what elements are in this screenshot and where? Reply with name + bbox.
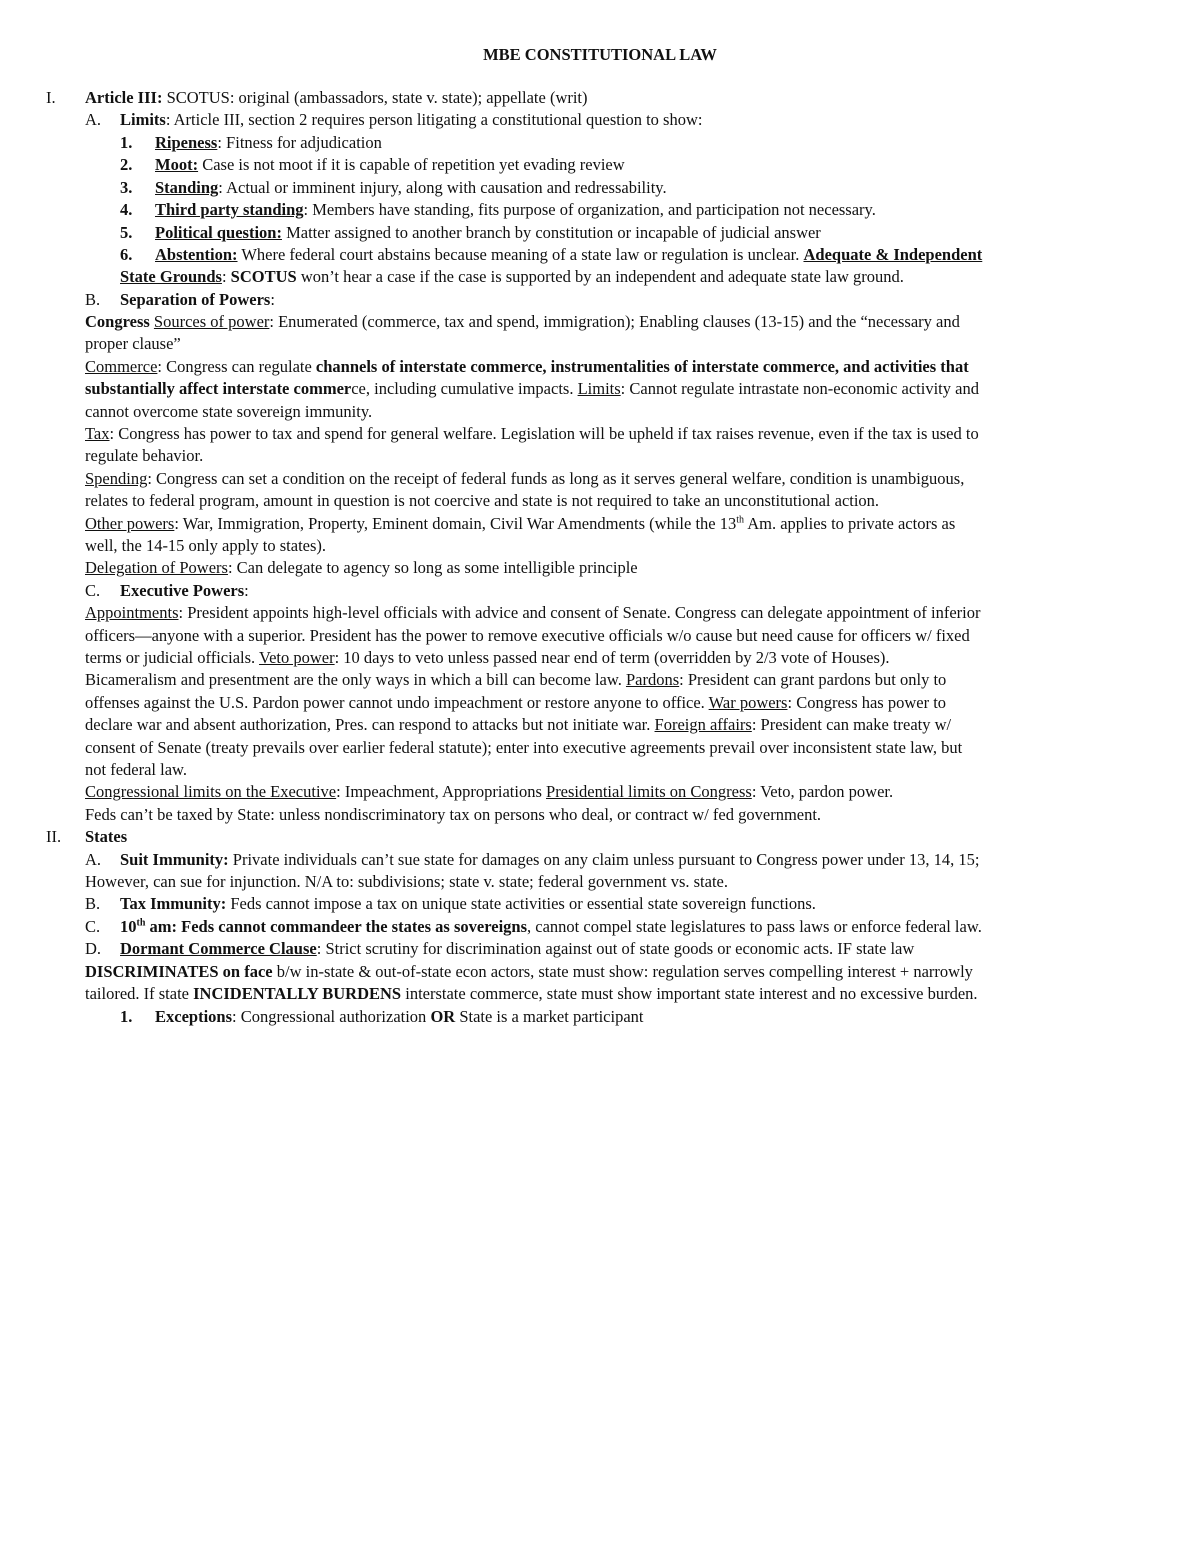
subsection-line: [120, 938, 914, 960]
paragraph-line: [85, 692, 946, 714]
item-text: : Fitness for adjudication: [217, 133, 382, 152]
paragraph-text: : War, Immigration, Property, Eminent domain, Civil War Amendments (while the 13: [174, 514, 737, 533]
paragraph-term: Delegation of Powers: [85, 558, 228, 577]
section-heading: States: [85, 827, 128, 846]
subsection-letter: C.: [85, 917, 101, 936]
paragraph-line: [85, 669, 946, 691]
section-number: I.: [46, 88, 56, 107]
item-text: Where federal court abstains because meaning of a state law or regulation is unclear.: [237, 245, 804, 264]
item-text: won’t hear a case if the case is supported by an independent and adequate state law ground.: [296, 267, 904, 286]
subsection-text: :: [270, 290, 275, 309]
subsection-line: [120, 289, 275, 311]
item-heading: Third party standing: [155, 200, 304, 219]
item-heading: Exceptions: [155, 1007, 233, 1026]
subsection-heading: Separation of Powers: [120, 290, 271, 309]
paragraph-line: cannot overcome state sovereign immunity.: [85, 402, 373, 421]
paragraph-emphasis: Congress: [85, 312, 150, 331]
paragraph-line: consent of Senate (treaty prevails over earlier federal statute); enter into executive agreements prevail over inconsistent state law, but: [85, 738, 963, 757]
subsection-letter: A.: [85, 110, 102, 129]
paragraph-line: Feds can’t be taxed by State: unless nondiscriminatory tax on persons who deal, or contract w/ fed government.: [85, 805, 822, 824]
paragraph-line: [85, 961, 973, 983]
item-number: 6.: [120, 245, 133, 264]
item-heading: Adequate & Independent: [803, 245, 983, 264]
subsection-text: Feds cannot impose a tax on unique state activities or essential state sovereign functions.: [226, 894, 816, 913]
paragraph-line: [85, 602, 981, 624]
paragraph-line: [85, 983, 978, 1005]
paragraph-term: Spending: [85, 469, 148, 488]
paragraph-line: [85, 423, 979, 445]
list-item-continuation: [120, 266, 904, 288]
item-heading: Standing: [155, 178, 219, 197]
subsection-text: : Article III, section 2 requires person litigating a constitutional question to show:: [165, 110, 703, 129]
subsection-text: , cannot compel state legislatures to pass laws or enforce federal law.: [527, 917, 982, 936]
paragraph-term: Presidential limits on Congress: [546, 782, 752, 801]
paragraph-line: [85, 781, 893, 803]
paragraph-line: However, can sue for injunction. N/A to: subdivisions; state v. state; federal government vs. state.: [85, 872, 729, 891]
paragraph-text: : Congress can regulate: [157, 357, 316, 376]
paragraph-line: [85, 557, 638, 579]
section-heading: Article III:: [85, 88, 163, 107]
paragraph-term: Other powers: [85, 514, 175, 533]
subsection-letter: C.: [85, 581, 101, 600]
subsection-line: [120, 580, 249, 602]
item-number: 1.: [120, 133, 133, 152]
list-item: [155, 154, 625, 176]
list-item: [155, 222, 821, 244]
paragraph-line: [85, 468, 964, 490]
paragraph-line: [85, 356, 969, 378]
paragraph-text: Bicameralism and presentment are the only ways in which a bill can become law.: [85, 670, 626, 689]
paragraph-text: : Congress can set a condition on the receipt of federal funds as long as it serves general welfare, condition is unambiguous,: [147, 469, 965, 488]
paragraph-line: [85, 378, 979, 400]
paragraph-text: : Congress has power to tax and spend for general welfare. Legislation will be upheld if tax raises revenue, even if the tax is used to: [109, 424, 979, 443]
paragraph-line: [85, 647, 890, 669]
paragraph-line: proper clause”: [85, 334, 181, 353]
paragraph-term: Pardons: [625, 670, 680, 689]
paragraph-text: Am. applies to private actors as: [744, 514, 956, 533]
paragraph-term: Commerce: [85, 357, 158, 376]
paragraph-text: : Veto, pardon power.: [751, 782, 894, 801]
subsection-heading: Dormant Commerce Clause: [120, 939, 317, 958]
subsection-line: [120, 916, 982, 938]
paragraph-line: [85, 714, 951, 736]
paragraph-text: : Cannot regulate intrastate non-economic activity and: [620, 379, 979, 398]
item-number: 1.: [120, 1007, 133, 1026]
list-item: [155, 177, 667, 199]
paragraph-text: offenses against the U.S. Pardon power cannot undo impeachment or restore anyone to office.: [85, 693, 709, 712]
paragraph-line: well, the 14-15 only apply to states).: [85, 536, 327, 555]
list-item: [155, 1006, 644, 1028]
paragraph-line: [85, 513, 955, 535]
paragraph-text: : Enumerated (commerce, tax and spend, immigration); Enabling clauses (13-15) and the “necessary and: [269, 312, 960, 331]
paragraph-text: interstate commerce, state must show important state interest and no excessive burden.: [401, 984, 978, 1003]
section-heading-line: [85, 87, 588, 109]
subsection-line: [120, 893, 816, 915]
subsection-heading: Tax Immunity:: [120, 894, 227, 913]
item-heading: Moot:: [155, 155, 199, 174]
item-text: :: [221, 267, 231, 286]
superscript: th: [736, 514, 745, 526]
paragraph-line: officers—anyone with a superior. President has the power to remove executive officials w/o cause but need cause for officers w/ fixed: [85, 626, 970, 645]
paragraph-term: Veto power: [258, 648, 335, 667]
item-text: Case is not moot if it is capable of repetition yet evading review: [198, 155, 625, 174]
subsection-heading: Limits: [120, 110, 166, 129]
subsection-text: Private individuals can’t sue state for damages on any claim unless pursuant to Congress power under 13, 14, 15;: [228, 850, 980, 869]
subsection-text: :: [244, 581, 249, 600]
list-item: [155, 132, 382, 154]
paragraph-text: tailored. If state: [85, 984, 194, 1003]
item-heading: Ripeness: [155, 133, 218, 152]
paragraph-term: Foreign affairs: [654, 715, 752, 734]
item-text: Matter assigned to another branch by constitution or incapable of judicial answer: [281, 223, 821, 242]
paragraph-emphasis: substantially affect interstate commer: [85, 379, 352, 398]
item-number: 5.: [120, 223, 133, 242]
item-text: : Members have standing, fits purpose of organization, and participation not necessary.: [303, 200, 876, 219]
paragraph-text: : President can grant pardons but only to: [679, 670, 947, 689]
paragraph-text: : Congress has power to: [787, 693, 947, 712]
paragraph-text: : Impeachment, Appropriations: [336, 782, 547, 801]
paragraph-text: b/w in-state & out-of-state econ actors, state must show: regulation serves compelling interest + narrowly: [272, 962, 973, 981]
superscript: th: [136, 917, 146, 929]
section-text: SCOTUS: original (ambassadors, state v. state); appellate (writ): [162, 88, 588, 107]
paragraph-emphasis: INCIDENTALLY BURDENS: [193, 984, 402, 1003]
paragraph-emphasis: DISCRIMINATES on face: [85, 962, 273, 981]
paragraph-line: not federal law.: [85, 760, 188, 779]
paragraph-line: [85, 311, 960, 333]
subsection-heading: am: Feds cannot commandeer the states as sovereigns: [145, 917, 528, 936]
subsection-line: [120, 849, 979, 871]
item-emphasis: SCOTUS: [230, 267, 297, 286]
subsection-text: : Strict scrutiny for discrimination against out of state goods or economic acts. IF state law: [316, 939, 915, 958]
subsection-heading: Suit Immunity:: [120, 850, 229, 869]
subsection-letter: D.: [85, 939, 102, 958]
paragraph-term: Appointments: [85, 603, 179, 622]
item-number: 3.: [120, 178, 133, 197]
subsection-heading: 10: [120, 917, 137, 936]
item-heading: Political question:: [155, 223, 282, 242]
paragraph-term: Limits: [577, 379, 621, 398]
item-text: State is a market participant: [455, 1007, 644, 1026]
list-item: [155, 199, 876, 221]
paragraph-text: : 10 days to veto unless passed near end of term (overridden by 2/3 vote of Houses).: [334, 648, 890, 667]
subsection-heading: Executive Powers: [120, 581, 245, 600]
item-emphasis: OR: [430, 1007, 456, 1026]
paragraph-text: : President appoints high-level officials with advice and consent of Senate. Congress can delegate appointment of inferior: [178, 603, 981, 622]
subsection-letter: B.: [85, 894, 101, 913]
section-number: II.: [46, 827, 62, 846]
page-title: MBE CONSTITUTIONAL LAW: [483, 45, 717, 64]
item-text: : Actual or imminent injury, along with causation and redressability.: [218, 178, 667, 197]
paragraph-term: Congressional limits on the Executive: [85, 782, 337, 801]
paragraph-text: ce, including cumulative impacts.: [351, 379, 578, 398]
item-heading: State Grounds: [120, 267, 222, 286]
item-heading: Abstention:: [155, 245, 238, 264]
paragraph-text: terms or judicial officials.: [85, 648, 259, 667]
paragraph-line: relates to federal program, amount in question is not coercive and state is not required to take an unconstitutional action.: [85, 491, 880, 510]
paragraph-text: : President can make treaty w/: [751, 715, 952, 734]
subsection-line: [120, 109, 702, 131]
paragraph-term: Sources of power: [153, 312, 270, 331]
item-number: 2.: [120, 155, 133, 174]
item-text: : Congressional authorization: [232, 1007, 431, 1026]
subsection-letter: B.: [85, 290, 101, 309]
paragraph-text: : Can delegate to agency so long as some intelligible principle: [227, 558, 638, 577]
paragraph-emphasis: channels of interstate commerce, instrumentalities of interstate commerce, and activities that: [315, 357, 969, 376]
subsection-letter: A.: [85, 850, 102, 869]
paragraph-text: declare war and absent authorization, Pres. can respond to attacks but not initiate war.: [85, 715, 655, 734]
paragraph-line: regulate behavior.: [85, 446, 204, 465]
paragraph-term: War powers: [708, 693, 788, 712]
paragraph-term: Tax: [85, 424, 110, 443]
list-item: [155, 244, 982, 266]
item-number: 4.: [120, 200, 133, 219]
